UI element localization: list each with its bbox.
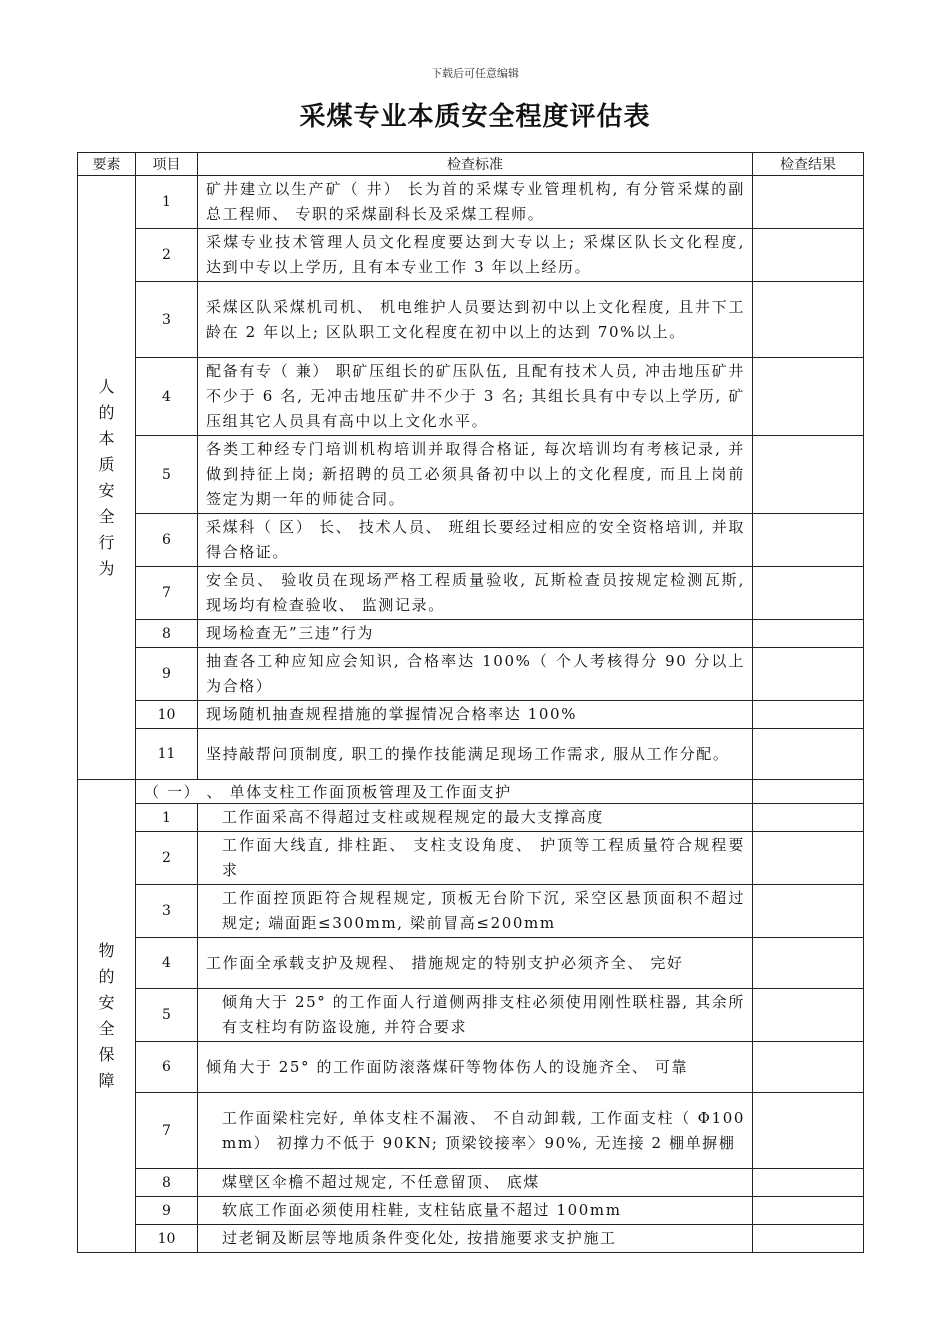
- standard-text: 倾角大于 25° 的工作面防滚落煤矸等物体伤人的设施齐全、 可靠: [198, 1042, 753, 1093]
- result-cell[interactable]: [753, 701, 864, 729]
- result-cell[interactable]: [753, 436, 864, 514]
- item-number: 8: [136, 620, 198, 648]
- result-cell[interactable]: [753, 1042, 864, 1093]
- standard-text: 矿井建立以生产矿（ 井） 长为首的采煤专业管理机构, 有分管采煤的副总工程师、 专职的采煤副科长及采煤工程师。: [198, 176, 753, 229]
- standard-text: 配备有专（ 兼） 职矿压组长的矿压队伍, 且配有技术人员, 冲击地压矿井不少于 6 名, 无冲击地压矿井不少于 3 名; 其组长具有中专以上学历, 矿压组其它人员具有高中以上文化水平。: [198, 358, 753, 436]
- element-label-human: 人的本质安全行为: [98, 376, 115, 578]
- element-label-material: 物的安全保障: [98, 941, 115, 1090]
- table-row: [78, 567, 864, 620]
- standard-text: 安全员、 验收员在现场严格工程质量验收, 瓦斯检查员按规定检测瓦斯, 现场均有检查验收、 监测记录。: [198, 567, 753, 620]
- result-cell[interactable]: [753, 1225, 864, 1253]
- table-row: [78, 514, 864, 567]
- standard-text: 采煤专业技术管理人员文化程度要达到大专以上; 采煤区队长文化程度, 达到中专以上学历, 且有本专业工作 3 年以上经历。: [198, 229, 753, 282]
- section-title: （ 一） 、 单体支柱工作面顶板管理及工作面支护: [136, 780, 753, 804]
- result-cell[interactable]: [753, 229, 864, 282]
- column-header-element: 要素: [78, 153, 136, 176]
- assessment-table: [77, 152, 864, 1253]
- result-cell[interactable]: [753, 832, 864, 885]
- standard-text: 现场检查无”三违”行为: [198, 620, 753, 648]
- standard-text: 过老铜及断层等地质条件变化处, 按措施要求支护施工: [198, 1225, 753, 1253]
- table-header-row: [78, 153, 864, 176]
- item-number: 9: [136, 648, 198, 701]
- table-row: [78, 176, 864, 229]
- standard-text: 采煤科（ 区） 长、 技术人员、 班组长要经过相应的安全资格培训, 并取得合格证。: [198, 514, 753, 567]
- item-number: 4: [136, 358, 198, 436]
- section-header-row: [78, 780, 864, 804]
- table-row: [78, 832, 864, 885]
- table-row: [78, 620, 864, 648]
- item-number: 6: [136, 514, 198, 567]
- column-header-item: 项目: [136, 153, 198, 176]
- table-row: [78, 938, 864, 989]
- result-cell[interactable]: [753, 1093, 864, 1169]
- item-number: 2: [136, 832, 198, 885]
- table-row: [78, 436, 864, 514]
- table-row: [78, 1093, 864, 1169]
- standard-text: 各类工种经专门培训机构培训并取得合格证, 每次培训均有考核记录, 并做到持征上岗; 新招聘的员工必须具备初中以上的文化程度, 而且上岗前签定为期一年的师徒合同。: [198, 436, 753, 514]
- standard-text: 抽查各工种应知应会知识, 合格率达 100%（ 个人考核得分 90 分以上为合格）: [198, 648, 753, 701]
- result-cell[interactable]: [753, 514, 864, 567]
- table-row: [78, 729, 864, 780]
- item-number: 6: [136, 1042, 198, 1093]
- item-number: 10: [136, 701, 198, 729]
- item-number: 2: [136, 229, 198, 282]
- item-number: 11: [136, 729, 198, 780]
- item-number: 1: [136, 804, 198, 832]
- header-note: 下载后可任意编辑: [431, 67, 519, 80]
- table-row: [78, 701, 864, 729]
- element-cell-human: [78, 176, 136, 780]
- result-cell[interactable]: [753, 780, 864, 804]
- standard-text: 工作面全承载支护及规程、 措施规定的特别支护必须齐全、 完好: [198, 938, 753, 989]
- standard-text: 工作面梁柱完好, 单体支柱不漏液、 不自动卸载, 工作面支柱（ Φ100mm） 初撑力不低于 90KN; 顶梁铰接率〉90%, 无连接 2 棚单摒棚: [198, 1093, 753, 1169]
- item-number: 10: [136, 1225, 198, 1253]
- table-row: [78, 1225, 864, 1253]
- result-cell[interactable]: [753, 282, 864, 358]
- column-header-result: 检查结果: [753, 153, 864, 176]
- result-cell[interactable]: [753, 567, 864, 620]
- element-cell-material: [78, 780, 136, 1253]
- result-cell[interactable]: [753, 938, 864, 989]
- table-row: [78, 989, 864, 1042]
- table-row: [78, 1197, 864, 1225]
- standard-text: 工作面采高不得超过支柱或规程规定的最大支撑高度: [198, 804, 753, 832]
- result-cell[interactable]: [753, 648, 864, 701]
- result-cell[interactable]: [753, 885, 864, 938]
- standard-text: 软底工作面必须使用柱鞋, 支柱钻底量不超过 100mm: [198, 1197, 753, 1225]
- item-number: 9: [136, 1197, 198, 1225]
- standard-text: 倾角大于 25° 的工作面人行道侧两排支柱必须使用刚性联柱器, 其余所有支柱均有防盗设施, 并符合要求: [198, 989, 753, 1042]
- result-cell[interactable]: [753, 804, 864, 832]
- result-cell[interactable]: [753, 989, 864, 1042]
- item-number: 8: [136, 1169, 198, 1197]
- result-cell[interactable]: [753, 1197, 864, 1225]
- table-row: [78, 229, 864, 282]
- page-title: 采煤专业本质安全程度评估表: [299, 102, 651, 132]
- table-row: [78, 648, 864, 701]
- standard-text: 工作面控顶距符合规程规定, 顶板无台阶下沉, 采空区悬顶面积不超过规定; 端面距≤300mm, 梁前冒高≤200mm: [198, 885, 753, 938]
- item-number: 4: [136, 938, 198, 989]
- table-row: [78, 885, 864, 938]
- standard-text: 采煤区队采煤机司机、 机电维护人员要达到初中以上文化程度, 且井下工龄在 2 年以上; 区队职工文化程度在初中以上的达到 70%以上。: [198, 282, 753, 358]
- result-cell[interactable]: [753, 1169, 864, 1197]
- item-number: 7: [136, 1093, 198, 1169]
- item-number: 5: [136, 989, 198, 1042]
- item-number: 7: [136, 567, 198, 620]
- result-cell[interactable]: [753, 729, 864, 780]
- standard-text: 工作面大线直, 排柱距、 支柱支设角度、 护顶等工程质量符合规程要求: [198, 832, 753, 885]
- result-cell[interactable]: [753, 176, 864, 229]
- item-number: 5: [136, 436, 198, 514]
- standard-text: 现场随机抽查规程措施的掌握情况合格率达 100%: [198, 701, 753, 729]
- table-row: [78, 282, 864, 358]
- column-header-standard: 检查标准: [198, 153, 753, 176]
- result-cell[interactable]: [753, 620, 864, 648]
- table-row: [78, 1169, 864, 1197]
- standard-text: 坚持敲帮问顶制度, 职工的操作技能满足现场工作需求, 服从工作分配。: [198, 729, 753, 780]
- result-cell[interactable]: [753, 358, 864, 436]
- table-row: [78, 804, 864, 832]
- table-row: [78, 1042, 864, 1093]
- item-number: 1: [136, 176, 198, 229]
- standard-text: 煤壁区伞檐不超过规定, 不任意留顶、 底煤: [198, 1169, 753, 1197]
- item-number: 3: [136, 885, 198, 938]
- item-number: 3: [136, 282, 198, 358]
- table-row: [78, 358, 864, 436]
